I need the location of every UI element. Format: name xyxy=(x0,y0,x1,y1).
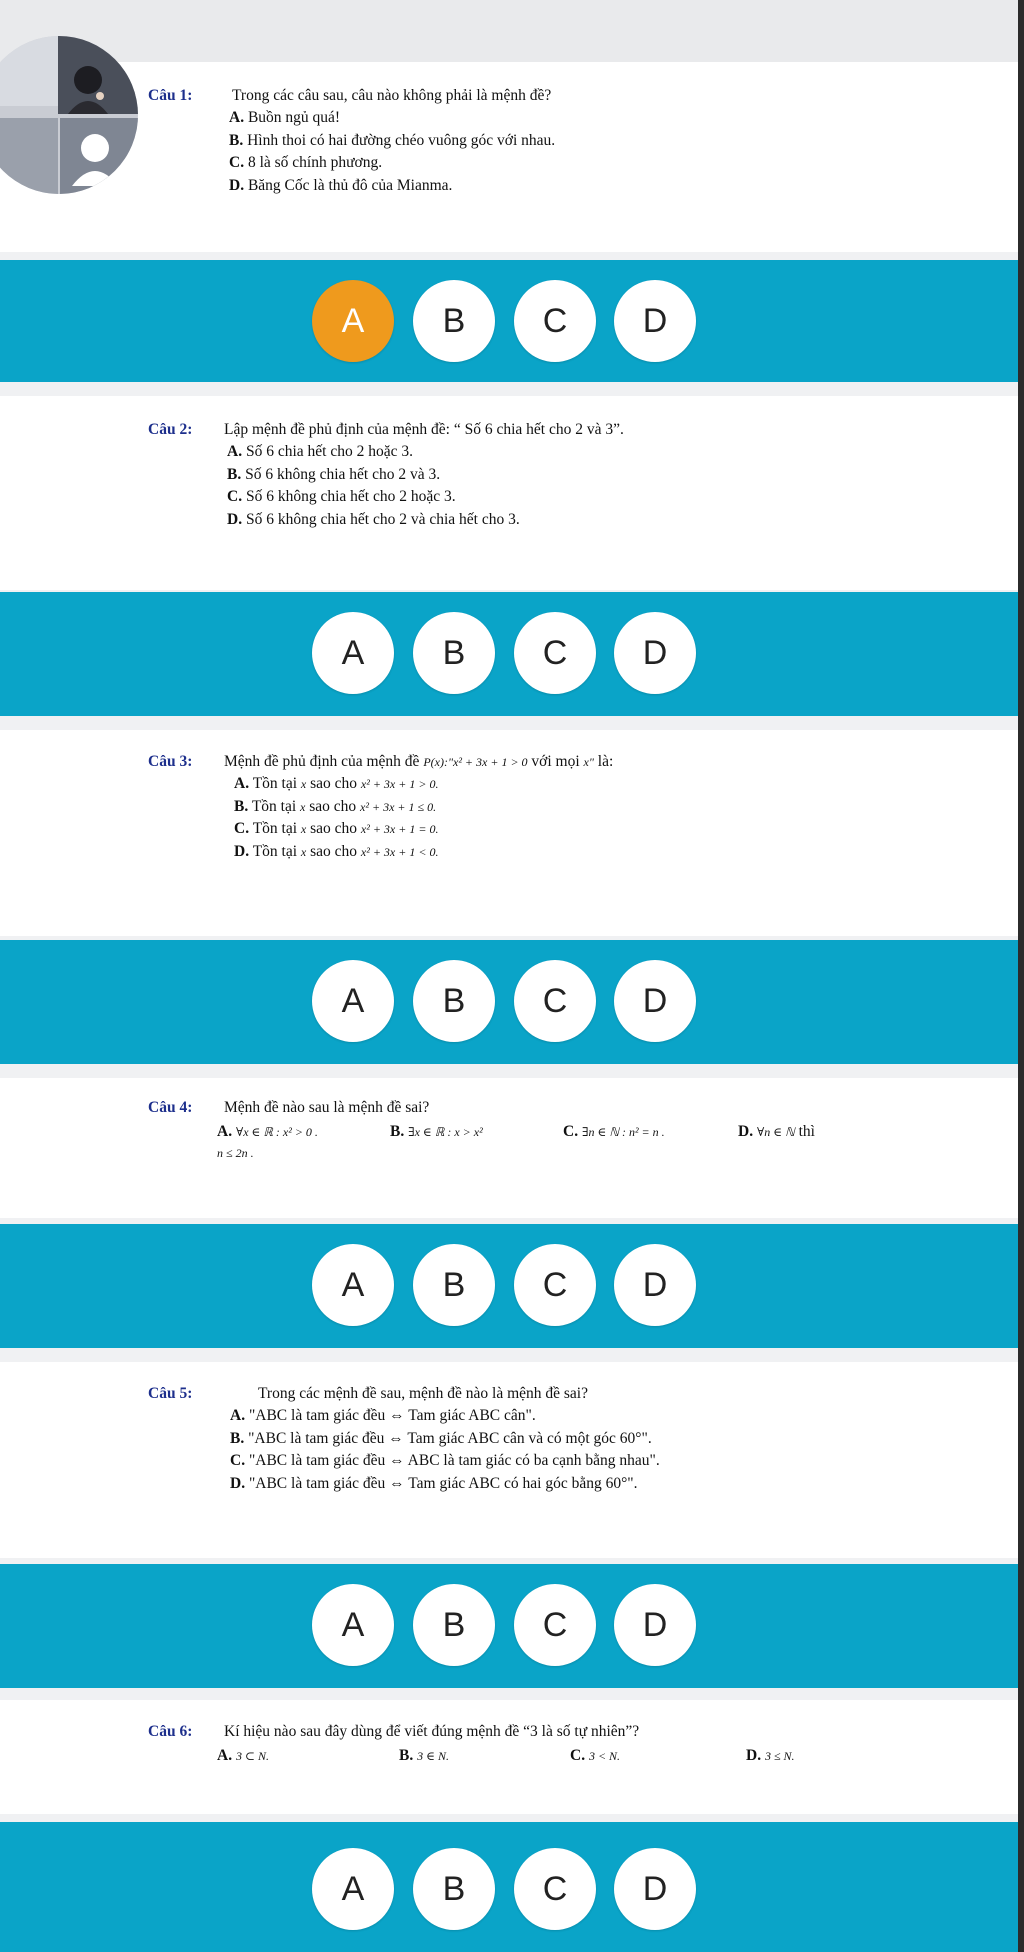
answer-button-c[interactable]: C xyxy=(514,612,596,694)
answer-button-a[interactable]: A xyxy=(312,1244,394,1326)
answer-button-d[interactable]: D xyxy=(614,1848,696,1930)
answer-button-d[interactable]: D xyxy=(614,1244,696,1326)
option-d: D. Tồn tại x sao cho x² + 3x + 1 < 0. xyxy=(234,842,439,860)
answer-button-b[interactable]: B xyxy=(413,960,495,1042)
answer-button-a[interactable]: A xyxy=(312,1584,394,1666)
option-c: C. "ABC là tam giác đều ⇔ ABC là tam giác có ba cạnh bằng nhau". xyxy=(230,1452,660,1470)
option-a: A. ∀x ∈ ℝ : x² > 0 . xyxy=(217,1123,318,1141)
answer-button-d[interactable]: D xyxy=(614,960,696,1042)
question-text: Kí hiệu nào sau đây dùng để viết đúng mệnh đề “3 là số tự nhiên”? xyxy=(224,1723,640,1740)
answer-buttons-5 xyxy=(312,1584,698,1666)
option-c: C. Số 6 không chia hết cho 2 hoặc 3. xyxy=(227,488,456,506)
answer-buttons-3 xyxy=(312,960,698,1042)
right-edge xyxy=(1018,0,1024,1952)
option-b: B. 3 ∈ N. xyxy=(399,1747,449,1765)
answer-buttons-1 xyxy=(312,280,698,362)
question-label: Câu 1: xyxy=(148,87,193,104)
question-text: Lập mệnh đề phủ định của mệnh đề: “ Số 6 chia hết cho 2 và 3”. xyxy=(224,421,624,438)
question-5 xyxy=(148,1384,660,1493)
answer-button-a[interactable]: A xyxy=(312,1848,394,1930)
answer-button-d[interactable]: D xyxy=(614,1584,696,1666)
option-c: C. 3 < N. xyxy=(570,1747,621,1765)
question-1 xyxy=(148,86,555,195)
question-label: Câu 5: xyxy=(148,1385,193,1402)
option-d-continuation: n ≤ 2n . xyxy=(217,1145,254,1160)
question-4 xyxy=(148,1098,815,1161)
answer-buttons-6 xyxy=(312,1848,698,1930)
answer-button-b[interactable]: B xyxy=(413,1584,495,1666)
question-text: Trong các câu sau, câu nào không phải là mệnh đề? xyxy=(232,87,552,104)
question-label: Câu 3: xyxy=(148,753,193,770)
answer-button-c[interactable]: C xyxy=(514,280,596,362)
option-d: D. Băng Cốc là thủ đô của Mianma. xyxy=(229,176,453,194)
answer-button-b[interactable]: B xyxy=(413,1848,495,1930)
question-6 xyxy=(148,1722,795,1766)
answer-button-a[interactable]: A xyxy=(312,960,394,1042)
option-c: C. 8 là số chính phương. xyxy=(229,154,383,172)
option-a: A. 3 ⊂ N. xyxy=(217,1747,270,1765)
answer-button-c[interactable]: C xyxy=(514,1584,596,1666)
option-d: D. "ABC là tam giác đều ⇔ Tam giác ABC có hai góc bằng 60°". xyxy=(230,1474,638,1492)
option-c: C. Tồn tại x sao cho x² + 3x + 1 = 0. xyxy=(234,820,439,838)
question-text: Trong các mệnh đề sau, mệnh đề nào là mệnh đề sai? xyxy=(258,1385,588,1402)
option-b: B. "ABC là tam giác đều ⇔ Tam giác ABC cân và có một góc 60°". xyxy=(230,1429,652,1447)
option-b: B. Tồn tại x sao cho x² + 3x + 1 ≤ 0. xyxy=(234,797,437,815)
option-a: A. Buồn ngủ quá! xyxy=(229,109,341,127)
option-b: B. ∃x ∈ ℝ : x > x² xyxy=(390,1123,483,1141)
option-b: B. Số 6 không chia hết cho 2 và 3. xyxy=(227,465,441,483)
option-d: D. ∀n ∈ ℕ thì xyxy=(738,1123,815,1141)
option-d: D. Số 6 không chia hết cho 2 và chia hết cho 3. xyxy=(227,510,520,528)
question-2 xyxy=(148,420,624,529)
answer-button-d[interactable]: D xyxy=(614,612,696,694)
question-text: Mệnh đề nào sau là mệnh đề sai? xyxy=(224,1099,430,1116)
answer-button-b[interactable]: B xyxy=(413,612,495,694)
question-label: Câu 6: xyxy=(148,1723,193,1740)
option-a: A. Số 6 chia hết cho 2 hoặc 3. xyxy=(227,443,413,461)
option-a: A. Tồn tại x sao cho x² + 3x + 1 > 0. xyxy=(234,775,439,793)
question-label: Câu 2: xyxy=(148,421,193,438)
question-3: Câu 3: Mệnh đề phủ định của mệnh đề P(x):"x² + 3x + 1 > 0 với mọi x" là: A. Tồn tại x sao cho x² + 3x + 1 > 0. B. Tồn tại x sao cho x² + 3x + 1 ≤ 0. C. Tồn tại x sao cho x² + 3x + 1 = 0. D. Tồn tại x sao cho x² + 3x + 1 < 0. xyxy=(148,753,614,860)
answer-button-c[interactable]: C xyxy=(514,960,596,1042)
option-d: D. 3 ≤ N. xyxy=(746,1747,795,1765)
answer-button-b[interactable]: B xyxy=(413,1244,495,1326)
answer-button-d[interactable]: D xyxy=(614,280,696,362)
answer-button-c[interactable]: C xyxy=(514,1244,596,1326)
answer-button-c[interactable]: C xyxy=(514,1848,596,1930)
option-a: A. "ABC là tam giác đều ⇔ Tam giác ABC cân". xyxy=(230,1407,536,1425)
answer-button-b[interactable]: B xyxy=(413,280,495,362)
answer-buttons-4 xyxy=(312,1244,698,1326)
option-c: C. ∃n ∈ ℕ : n² = n . xyxy=(563,1123,665,1141)
answer-button-a[interactable]: A xyxy=(312,612,394,694)
answer-button-a[interactable]: A xyxy=(312,280,394,362)
question-label: Câu 4: xyxy=(148,1099,193,1116)
answer-buttons-2 xyxy=(312,612,698,694)
option-b: B. Hình thoi có hai đường chéo vuông góc với nhau. xyxy=(229,131,556,149)
top-bar xyxy=(0,0,1018,62)
